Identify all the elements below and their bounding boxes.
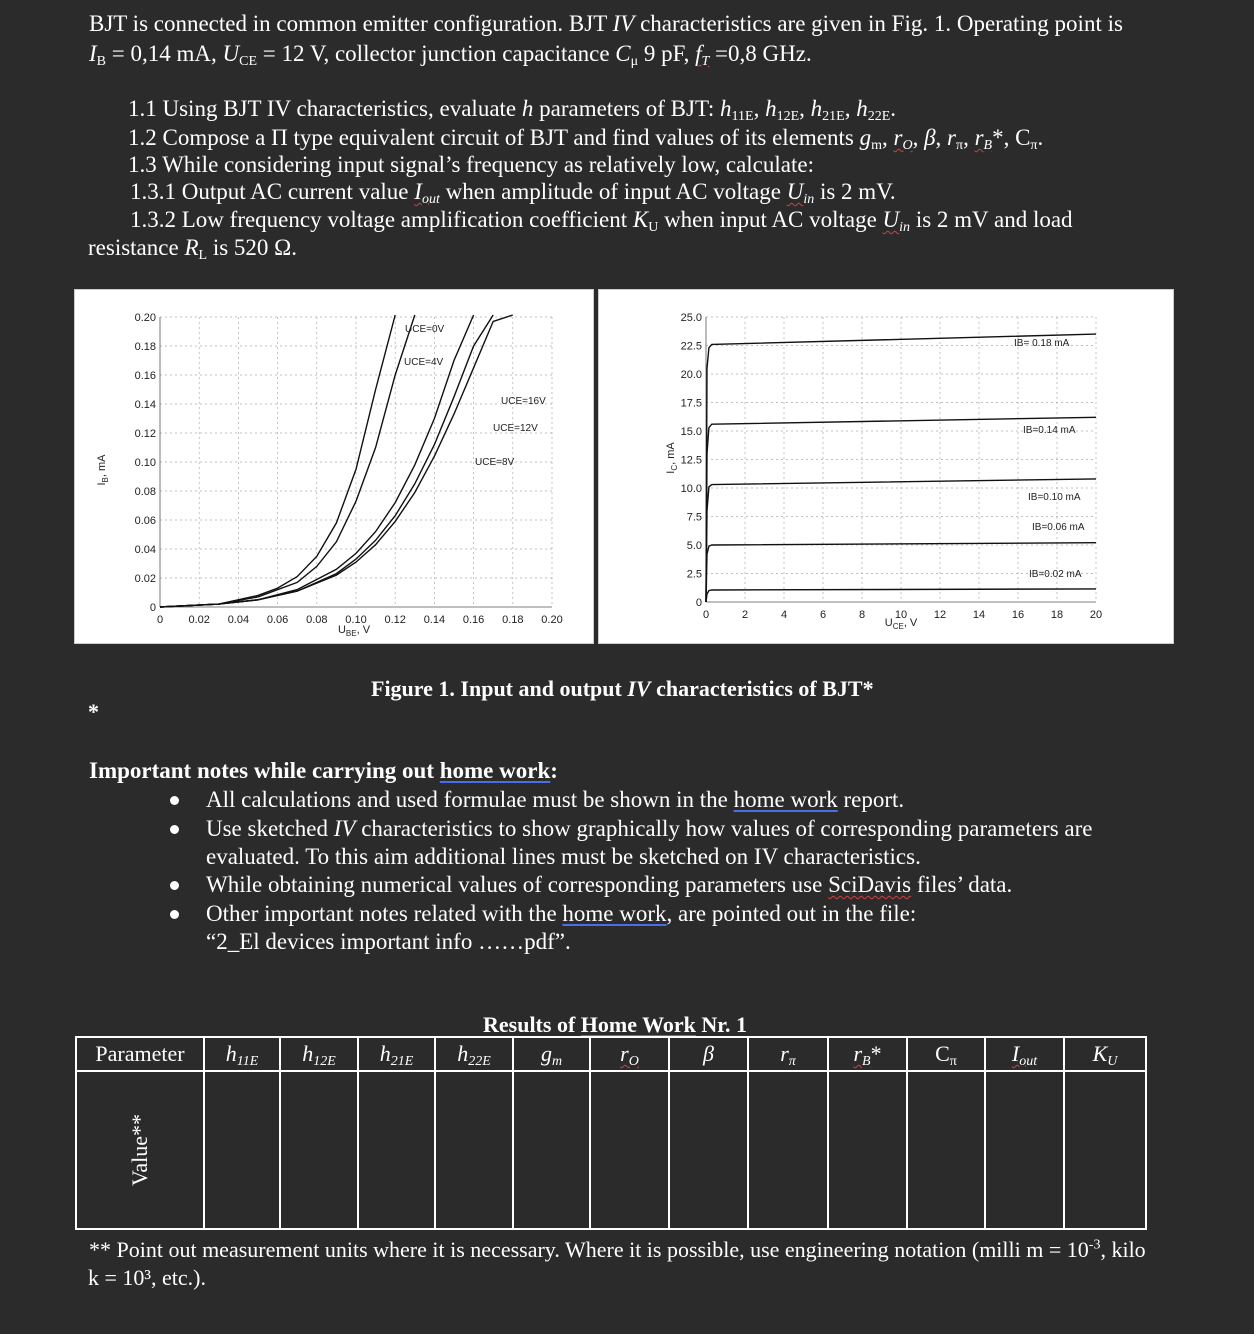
output-chart-frame (598, 289, 1174, 644)
series-label-0: UCE=0V (405, 324, 445, 335)
note-bullet-2-cont: evaluated. To this aim additional lines must be sketched on IV characteristics. (206, 844, 921, 869)
col-beta: β (669, 1037, 748, 1071)
y-tick-label: 0.18 (134, 341, 156, 353)
col-rb: $r_B*$ (828, 1037, 907, 1071)
y-tick-label: 15.0 (680, 426, 702, 438)
task-1-3-2: 1.3.2 Low frequency voltage amplification coefficient $K_U$ when input AC voltage $U_{in}$ is 2 mV and load (130, 207, 1073, 235)
footnote-line-2: k = 10³, etc.). (88, 1265, 206, 1290)
col-h11e: $h_{11E}$ (204, 1037, 280, 1071)
input-chart (75, 290, 593, 643)
task-1-3-1: 1.3.1 Output AC current value $I_{out}$ when amplitude of input AC voltage $U_{in}$ is 2 mV. (130, 179, 896, 207)
results-table (75, 1036, 1147, 1230)
x-tick-label: 2 (741, 609, 749, 621)
input-y-label: $I_B$, mA (96, 454, 110, 486)
results-value-row (76, 1071, 1146, 1229)
x-tick-label: 6 (819, 609, 827, 621)
intro-line-2: $I_B = 0,14$ mA, $U_{CE} = 12$ V, collector junction capacitance $C_\mu$ 9 pF, $f_T =0,8$ GHz. (89, 41, 812, 69)
series-label-0: IB= 0.18 mA (1014, 338, 1070, 349)
output-chart (599, 290, 1173, 643)
series-label-2: IB=0.10 mA (1028, 492, 1081, 503)
x-tick-label: 4 (780, 609, 788, 621)
output-x-label: $U_{CE}$, V (884, 617, 918, 631)
y-tick-label: 20.0 (680, 369, 702, 381)
y-tick-label: 0.16 (134, 370, 156, 382)
x-tick-label: 16 (1011, 609, 1025, 621)
intro-line-1: BJT is connected in common emitter configuration. BJT IV characteristics are given in Fig. 1. Operating point is (89, 11, 1123, 36)
value-cell-cpi[interactable] (907, 1071, 985, 1229)
note-bullet-3: While obtaining numerical values of corresponding parameters use SciDavis files’ data. (206, 872, 1013, 897)
task-1-3-2-cont: resistance $R_L$ is 520 Ω. (88, 235, 297, 263)
x-tick-label: 0.08 (306, 614, 328, 626)
footnote-line-1: ** Point out measurement units where it is necessary. Where it is possible, use engineering notation (milli $m = 10^{-3}$, kilo (89, 1237, 1146, 1262)
y-tick-label: 17.5 (680, 397, 702, 410)
series-label-3: UCE=12V (493, 423, 538, 434)
value-cell-ro[interactable] (590, 1071, 669, 1229)
x-tick-label: 12 (933, 609, 947, 621)
y-tick-label: 10.0 (680, 483, 702, 495)
x-tick-label: 20 (1089, 609, 1103, 621)
input-chart-frame (74, 289, 594, 644)
bullet-dot (170, 881, 179, 890)
y-tick-label: 12.5 (680, 454, 702, 467)
output-y-label: $I_C$, mA (665, 442, 679, 474)
y-tick-label: 7.5 (686, 511, 702, 524)
x-tick-label: 0 (702, 609, 710, 621)
x-tick-label: 0.18 (502, 614, 524, 626)
value-cell-rb[interactable] (828, 1071, 907, 1229)
col-rpi: $r_\pi$ (748, 1037, 828, 1071)
x-tick-label: 0.20 (541, 614, 563, 626)
x-tick-label: 0 (156, 614, 164, 626)
note-bullet-4-cont: “2_El devices important info ……pdf”. (206, 929, 571, 954)
bullet-dot (170, 796, 179, 805)
value-cell-h22e[interactable] (435, 1071, 513, 1229)
value-cell-h21e[interactable] (358, 1071, 435, 1229)
y-tick-label: 0.20 (134, 312, 156, 324)
y-tick-label: 0.06 (134, 515, 156, 527)
y-tick-label: 0.02 (134, 573, 156, 585)
y-tick-label: 25.0 (680, 312, 702, 324)
value-cell-beta[interactable] (669, 1071, 748, 1229)
x-tick-label: 14 (972, 609, 986, 621)
col-ku: $K_U$ (1064, 1037, 1146, 1071)
value-cell-gm[interactable] (513, 1071, 590, 1229)
y-tick-label: 0 (149, 602, 156, 614)
value-label: Value** (127, 1113, 152, 1187)
param-header: Parameter (76, 1037, 204, 1071)
series-line-4 (160, 315, 513, 607)
col-h22e: $h_{22E}$ (435, 1037, 513, 1071)
y-tick-label: 0 (695, 597, 702, 609)
results-header-row (76, 1037, 1146, 1071)
bullet-dot (170, 825, 179, 834)
x-tick-label: 0.04 (227, 614, 250, 626)
col-iout: $I_{out}$ (985, 1037, 1064, 1071)
series-line-1 (160, 315, 415, 607)
series-label-3: IB=0.06 mA (1032, 522, 1085, 533)
x-tick-label: 0.06 (266, 614, 289, 626)
task-1-1: 1.1 Using BJT IV characteristics, evaluate h parameters of BJT: $h_{11E}$, $h_{12E}$, $h_{21E}$, $h_{22E}$. (128, 96, 896, 124)
results-title: Results of Home Work Nr. 1 (483, 1012, 748, 1037)
x-tick-label: 0.12 (384, 614, 406, 626)
col-h12e: $h_{12E}$ (280, 1037, 358, 1071)
y-tick-label: 5.0 (686, 540, 702, 552)
y-tick-label: 0.04 (134, 544, 156, 556)
value-cell-iout[interactable] (985, 1071, 1064, 1229)
y-tick-label: 22.5 (680, 340, 702, 353)
notes-heading: Important notes while carrying out home work: (89, 758, 558, 783)
col-gm: $g_m$ (513, 1037, 590, 1071)
x-tick-label: 0.16 (462, 614, 485, 626)
value-cell-rpi[interactable] (748, 1071, 828, 1229)
input-x-label: $U_{BE}$, V (337, 624, 371, 638)
series-label-4: UCE=16V (501, 396, 546, 407)
value-cell-ku[interactable] (1064, 1071, 1146, 1229)
note-bullet-2: Use sketched IV characteristics to show graphically how values of corresponding parameters are (206, 816, 1093, 841)
value-label-cell (76, 1071, 204, 1229)
y-tick-label: 0.14 (134, 399, 156, 411)
series-label-2: UCE=8V (475, 457, 515, 468)
note-bullet-1: All calculations and used formulae must be shown in the home work report. (206, 787, 905, 812)
x-tick-label: 0.10 (345, 614, 367, 626)
y-tick-label: 0.12 (134, 428, 156, 440)
x-tick-label: 0.02 (188, 614, 210, 626)
x-tick-label: 10 (894, 609, 908, 621)
series-label-1: IB=0.14 mA (1023, 425, 1076, 436)
col-h21e: $h_{21E}$ (358, 1037, 435, 1071)
series-line-4 (706, 589, 1096, 602)
y-tick-label: 0.08 (134, 486, 156, 498)
value-cell-h12e[interactable] (280, 1071, 358, 1229)
x-tick-label: 0.14 (423, 614, 446, 626)
x-tick-label: 8 (858, 609, 866, 621)
x-tick-label: 18 (1050, 609, 1064, 621)
value-cell-h11e[interactable] (204, 1071, 280, 1229)
bullet-dot (170, 910, 179, 919)
y-tick-label: 2.5 (686, 568, 702, 581)
task-1-3: 1.3 While considering input signal’s frequency as relatively low, calculate: (128, 152, 814, 177)
col-ro: $r_O$ (590, 1037, 669, 1071)
note-bullet-4: Other important notes related with the home work, are pointed out in the file: (206, 901, 917, 926)
task-1-2: 1.2 Compose a Π type equivalent circuit of BJT and find values of its elements $g_m$, $r_O$, β, $r_\pi$, $r_B*$, $C_\pi$. (128, 125, 1044, 153)
series-label-1: UCE=4V (404, 357, 444, 368)
figure-caption: Figure 1. Input and output IV characteristics of BJT* (371, 676, 874, 701)
y-tick-label: 0.10 (134, 457, 156, 469)
figure-asterisk: * (88, 699, 99, 724)
col-cpi: $C_\pi$ (907, 1037, 985, 1071)
series-line-3 (160, 315, 493, 607)
series-label-4: IB=0.02 mA (1029, 569, 1082, 580)
